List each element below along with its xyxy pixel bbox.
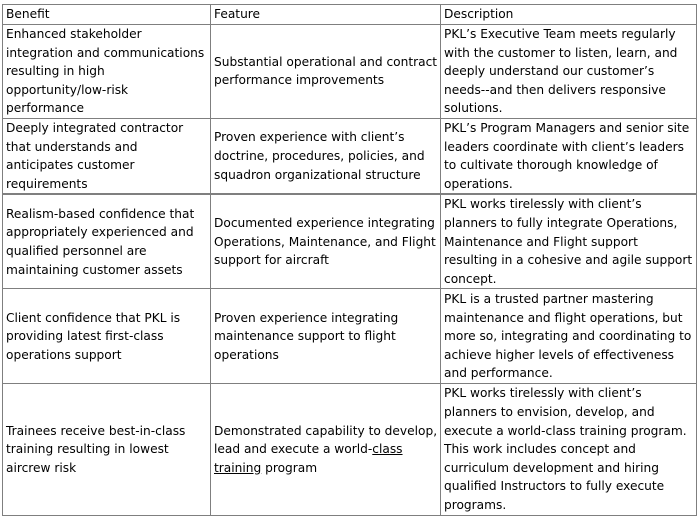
feature-cell <box>211 384 441 515</box>
benefit-cell: Realism-based confidence that appropriately experienced and qualified personnel are maintaining customer assets <box>3 194 211 288</box>
feature-cell: Proven experience with client’s doctrine, procedures, policies, and squadron organizational structure <box>211 118 441 194</box>
benefit-cell: Deeply integrated contractor that understands and anticipates customer requirements <box>3 118 211 194</box>
description-cell: PKL works tirelessly with client’s planners to fully integrate Operations, Maintenance and Flight support resulting in a cohesive and agile support concept. <box>441 194 697 288</box>
class-training-link[interactable]: class training <box>214 442 403 475</box>
table-row <box>3 384 697 515</box>
header-benefit: Benefit <box>3 5 211 25</box>
benefit-feature-table <box>2 4 697 516</box>
feature-cell: Substantial operational and contract performance improvements <box>211 25 441 119</box>
feature-cell: Documented experience integrating Operations, Maintenance, and Flight support for aircraft <box>211 194 441 288</box>
table-row <box>3 289 697 384</box>
description-cell: PKL works tirelessly with client’s planners to envision, develop, and execute a world-class training program. This work includes concept and curriculum development and hiring qualified Instructors to fully execute programs. <box>441 384 697 515</box>
description-cell: PKL’s Executive Team meets regularly with the customer to listen, learn, and deeply understand our customer’s needs--and then delivers responsive solutions. <box>441 25 697 119</box>
description-cell: PKL’s Program Managers and senior site leaders coordinate with client’s leaders to cultivate thorough knowledge of operations. <box>441 118 697 194</box>
feature-cell: Proven experience integrating maintenance support to flight operations <box>211 289 441 384</box>
header-feature: Feature <box>211 5 441 25</box>
benefit-cell: Trainees receive best-in-class training resulting in lowest aircrew risk <box>3 384 211 515</box>
table-row <box>3 194 697 288</box>
benefit-cell: Client confidence that PKL is providing latest first-class operations support <box>3 289 211 384</box>
feature-text: Demonstrated capability to develop, lead and execute a world- <box>214 423 438 457</box>
table-row <box>3 25 697 119</box>
table-header-row <box>3 5 697 25</box>
benefit-cell: Enhanced stakeholder integration and communications resulting in high opportunity/low-risk performance <box>3 25 211 119</box>
feature-text: program <box>261 460 318 475</box>
table-row <box>3 118 697 194</box>
description-cell: PKL is a trusted partner mastering maintenance and flight operations, but more so, integrating and coordinating to achieve higher levels of effectiveness and performance. <box>441 289 697 384</box>
header-description: Description <box>441 5 697 25</box>
